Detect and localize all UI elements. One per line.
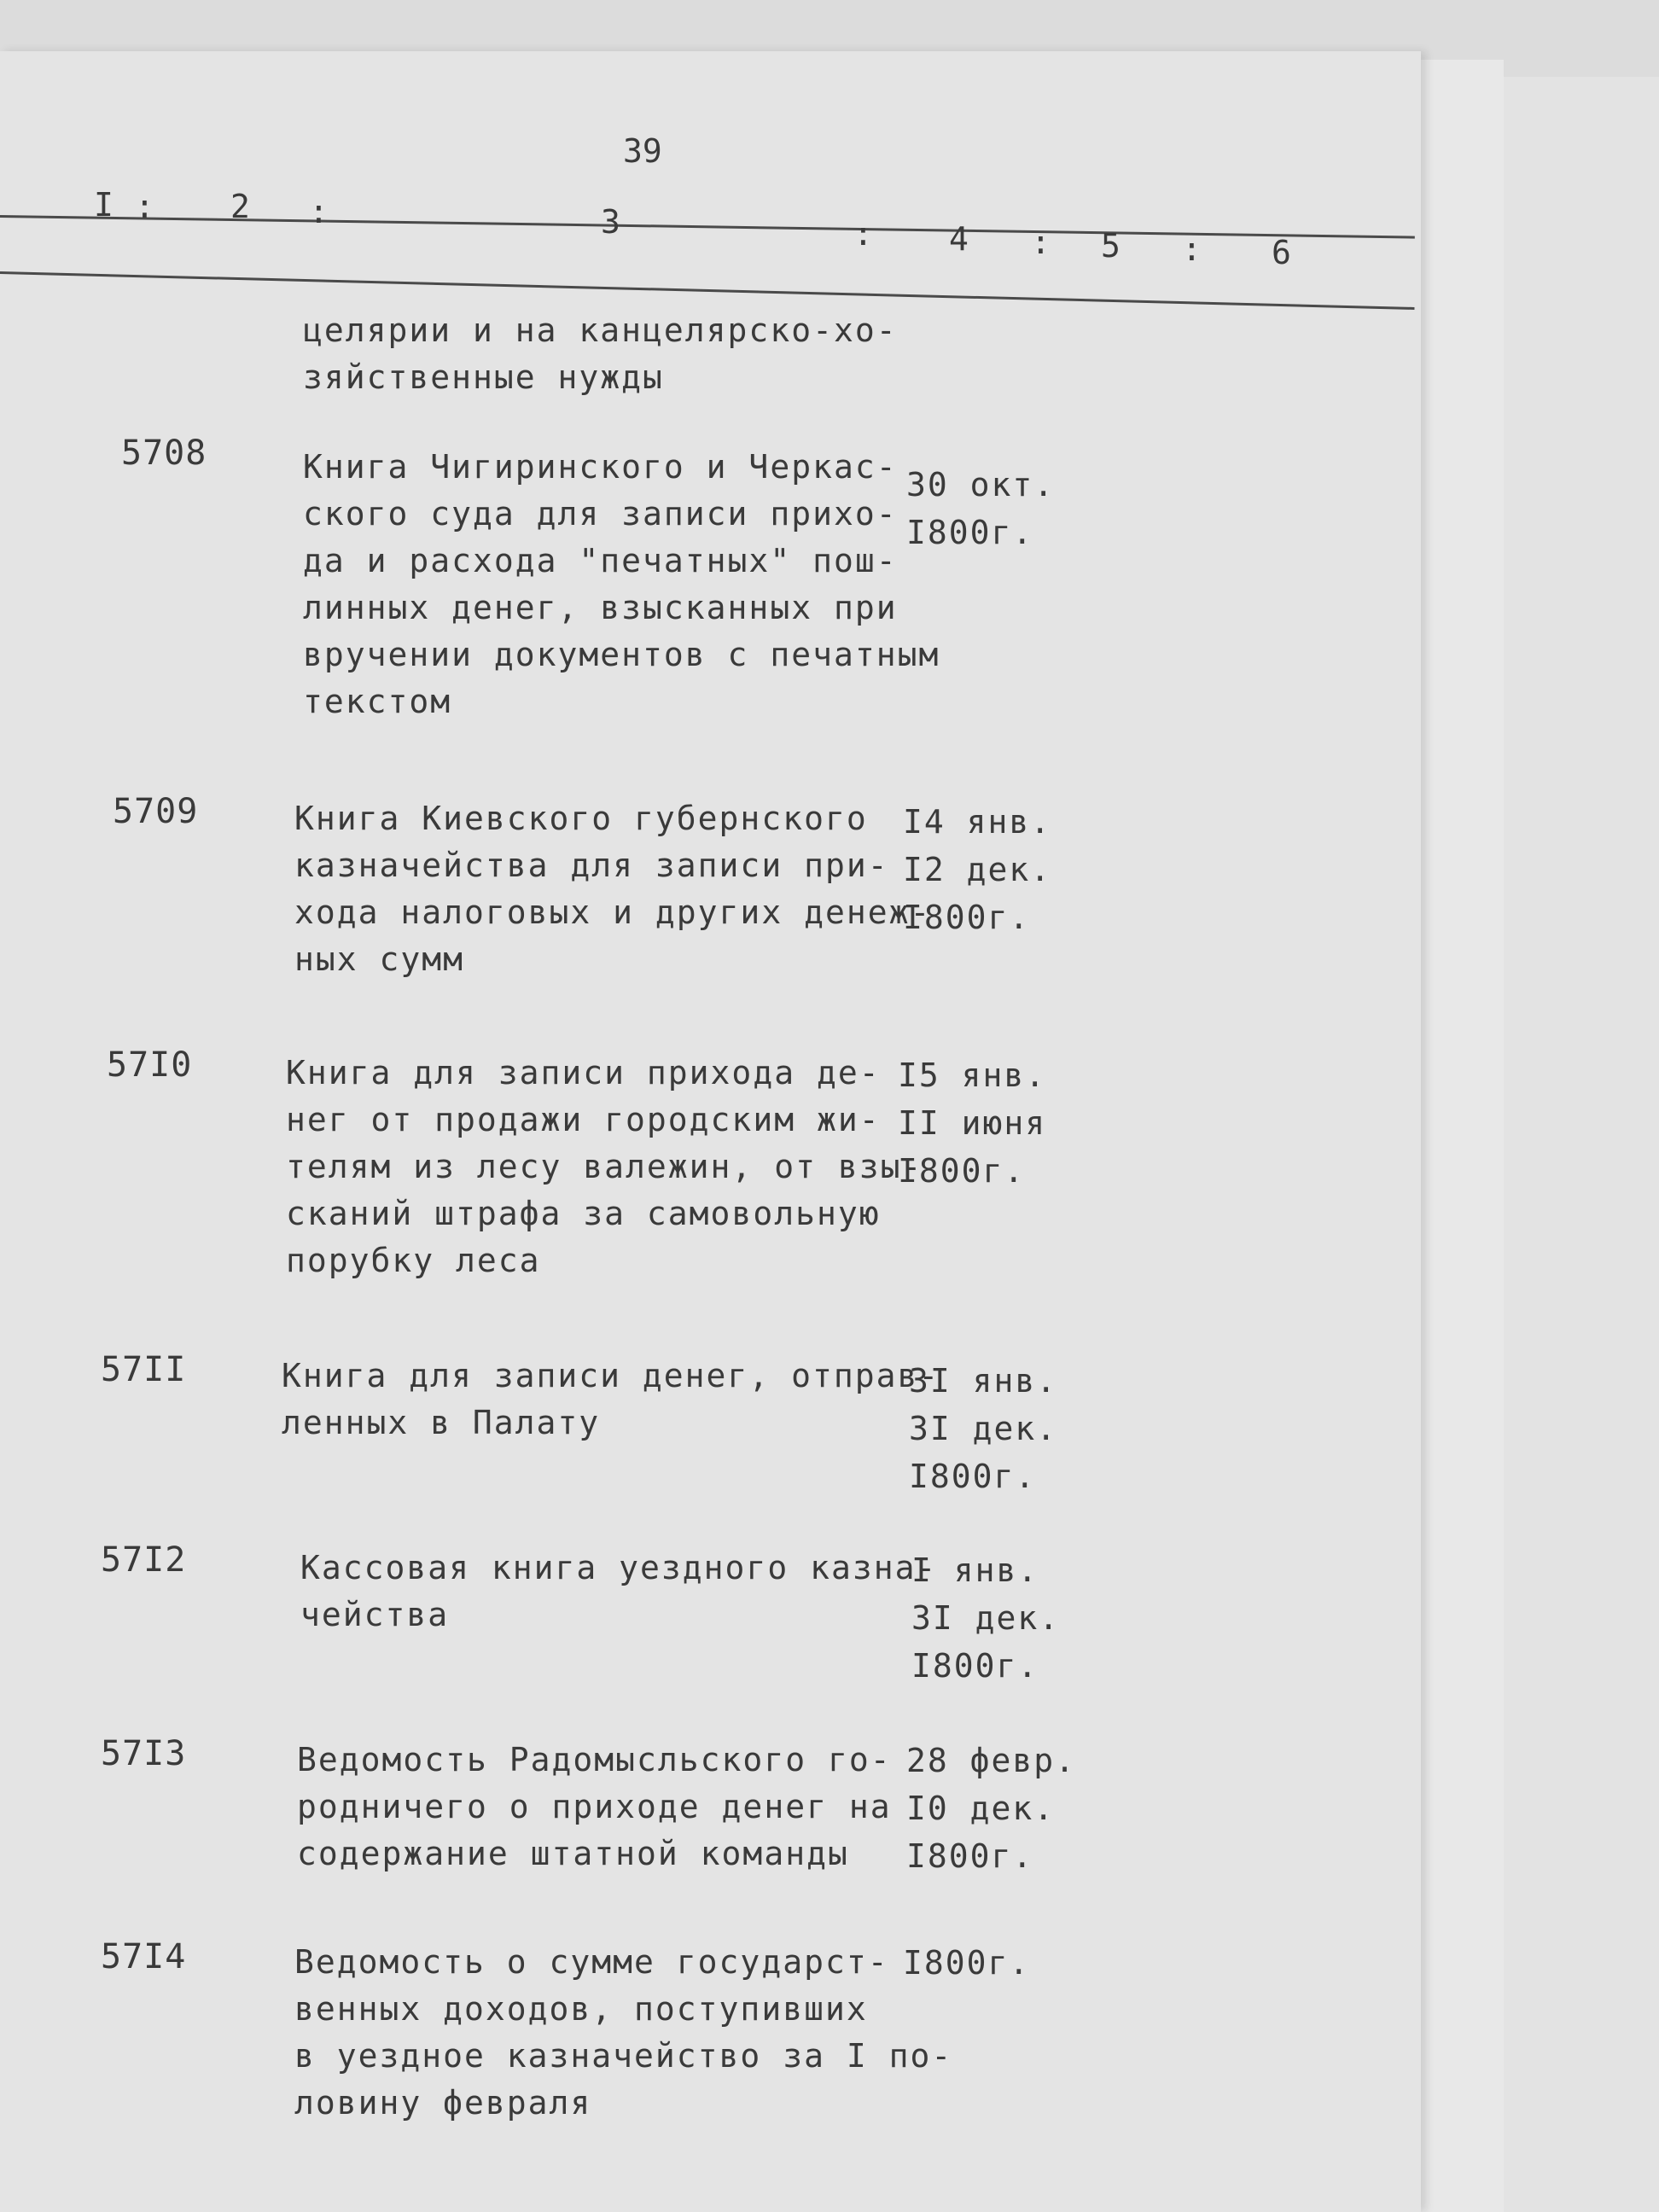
text-line: содержание штатной команды <box>297 1835 849 1872</box>
entry-description <box>294 1939 952 2127</box>
col-3-label: 3 <box>601 203 620 241</box>
entry-number: 57I3 <box>101 1734 187 1773</box>
date-line: II июня <box>898 1104 1047 1142</box>
entry-date <box>906 1737 1076 1880</box>
date-line: 30 окт. <box>906 466 1056 504</box>
date-line: I4 янв. <box>903 803 1052 841</box>
continuation-text <box>303 307 898 401</box>
entry-date <box>911 1546 1060 1690</box>
col-separator: : <box>309 193 329 230</box>
date-line: I800г. <box>903 899 1031 936</box>
text-line: чейства <box>300 1596 450 1633</box>
col-6-label: 6 <box>1272 234 1291 271</box>
entry-date <box>903 798 1051 941</box>
date-line: I янв. <box>911 1551 1039 1589</box>
text-line: ленных в Палату <box>282 1404 601 1441</box>
text-line: в уездное казначейство за I по- <box>294 2037 953 2075</box>
col-separator: : <box>1031 224 1051 261</box>
col-5-label: 5 <box>1101 227 1121 265</box>
text-line: текстом <box>303 683 452 720</box>
col-2-label: 2 <box>230 188 250 225</box>
text-line: Ведомость Радомысльского го- <box>297 1741 892 1778</box>
page-number: 39 <box>623 132 662 170</box>
text-line: Книга Чигиринского и Черкас- <box>303 448 898 486</box>
text-line: телям из лесу валежин, от взы- <box>286 1148 923 1185</box>
text-line: Книга для записи прихода де- <box>286 1054 881 1091</box>
entry-description <box>303 444 940 725</box>
date-line: I5 янв. <box>898 1057 1047 1094</box>
date-line: I2 дек. <box>903 851 1052 888</box>
text-line: да и расхода "печатных" пош- <box>303 542 898 579</box>
entry-description <box>282 1353 940 1447</box>
entry-date <box>909 1357 1057 1500</box>
date-line: I800г. <box>903 1944 1031 1982</box>
entry-date <box>898 1051 1046 1195</box>
col-separator: : <box>853 215 873 253</box>
entry-number: 5709 <box>113 792 199 831</box>
date-line: 3I дек. <box>909 1410 1058 1447</box>
entry-number: 57II <box>101 1350 187 1389</box>
text-line: нег от продажи городским жи- <box>286 1101 881 1138</box>
col-4-label: 4 <box>949 220 969 258</box>
date-line: I800г. <box>909 1458 1037 1495</box>
text-line: Ведомость о сумме государст- <box>294 1943 889 1981</box>
entry-description <box>300 1545 937 1639</box>
text-line: казначейства для записи при- <box>294 847 889 884</box>
date-line: I800г. <box>906 514 1034 551</box>
entry-date <box>906 461 1055 556</box>
text-line: Книга Киевского губернского <box>294 800 868 837</box>
date-line: I800г. <box>906 1837 1034 1875</box>
text-line: ского суда для записи прихо- <box>303 495 898 533</box>
date-line: 3I дек. <box>911 1599 1061 1637</box>
header-rule-bottom <box>0 271 1415 310</box>
date-line: 3I янв. <box>909 1362 1058 1400</box>
text-line: ловину февраля <box>294 2084 592 2122</box>
text-line: зяйственные нужды <box>303 358 664 396</box>
text-line: хода налоговых и других денеж- <box>294 894 932 931</box>
text-line: Кассовая книга уездного казна- <box>300 1549 938 1586</box>
entry-description <box>286 1050 923 1284</box>
col-1-label: I <box>94 186 114 224</box>
date-line: 28 февр. <box>906 1742 1077 1779</box>
document-page <box>0 51 1421 2212</box>
entry-description <box>294 795 931 983</box>
text-line: целярии и на канцелярско-хо- <box>303 311 898 349</box>
text-line: венных доходов, поступивших <box>294 1990 868 2028</box>
date-line: I0 дек. <box>906 1790 1056 1827</box>
text-line: вручении документов с печатным <box>303 636 940 673</box>
entry-number: 57I0 <box>107 1045 193 1085</box>
header-rule-top <box>0 215 1415 239</box>
text-line: ных сумм <box>294 940 465 978</box>
text-line: порубку леса <box>286 1242 541 1279</box>
text-line: сканий штрафа за самовольную <box>286 1195 881 1232</box>
entry-description <box>297 1737 892 1877</box>
text-line: линных денег, взысканных при <box>303 589 898 626</box>
entry-number: 57I4 <box>101 1937 187 1976</box>
col-separator: : <box>1182 230 1202 268</box>
col-separator: : <box>135 188 154 225</box>
text-line: родничего о приходе денег на <box>297 1788 892 1825</box>
date-line: I800г. <box>898 1152 1026 1190</box>
date-line: I800г. <box>911 1647 1039 1685</box>
text-line: Книга для записи денег, отправ- <box>282 1357 940 1394</box>
entry-number: 57I2 <box>101 1540 187 1580</box>
entry-date <box>903 1939 1030 1987</box>
entry-number: 5708 <box>121 434 207 473</box>
